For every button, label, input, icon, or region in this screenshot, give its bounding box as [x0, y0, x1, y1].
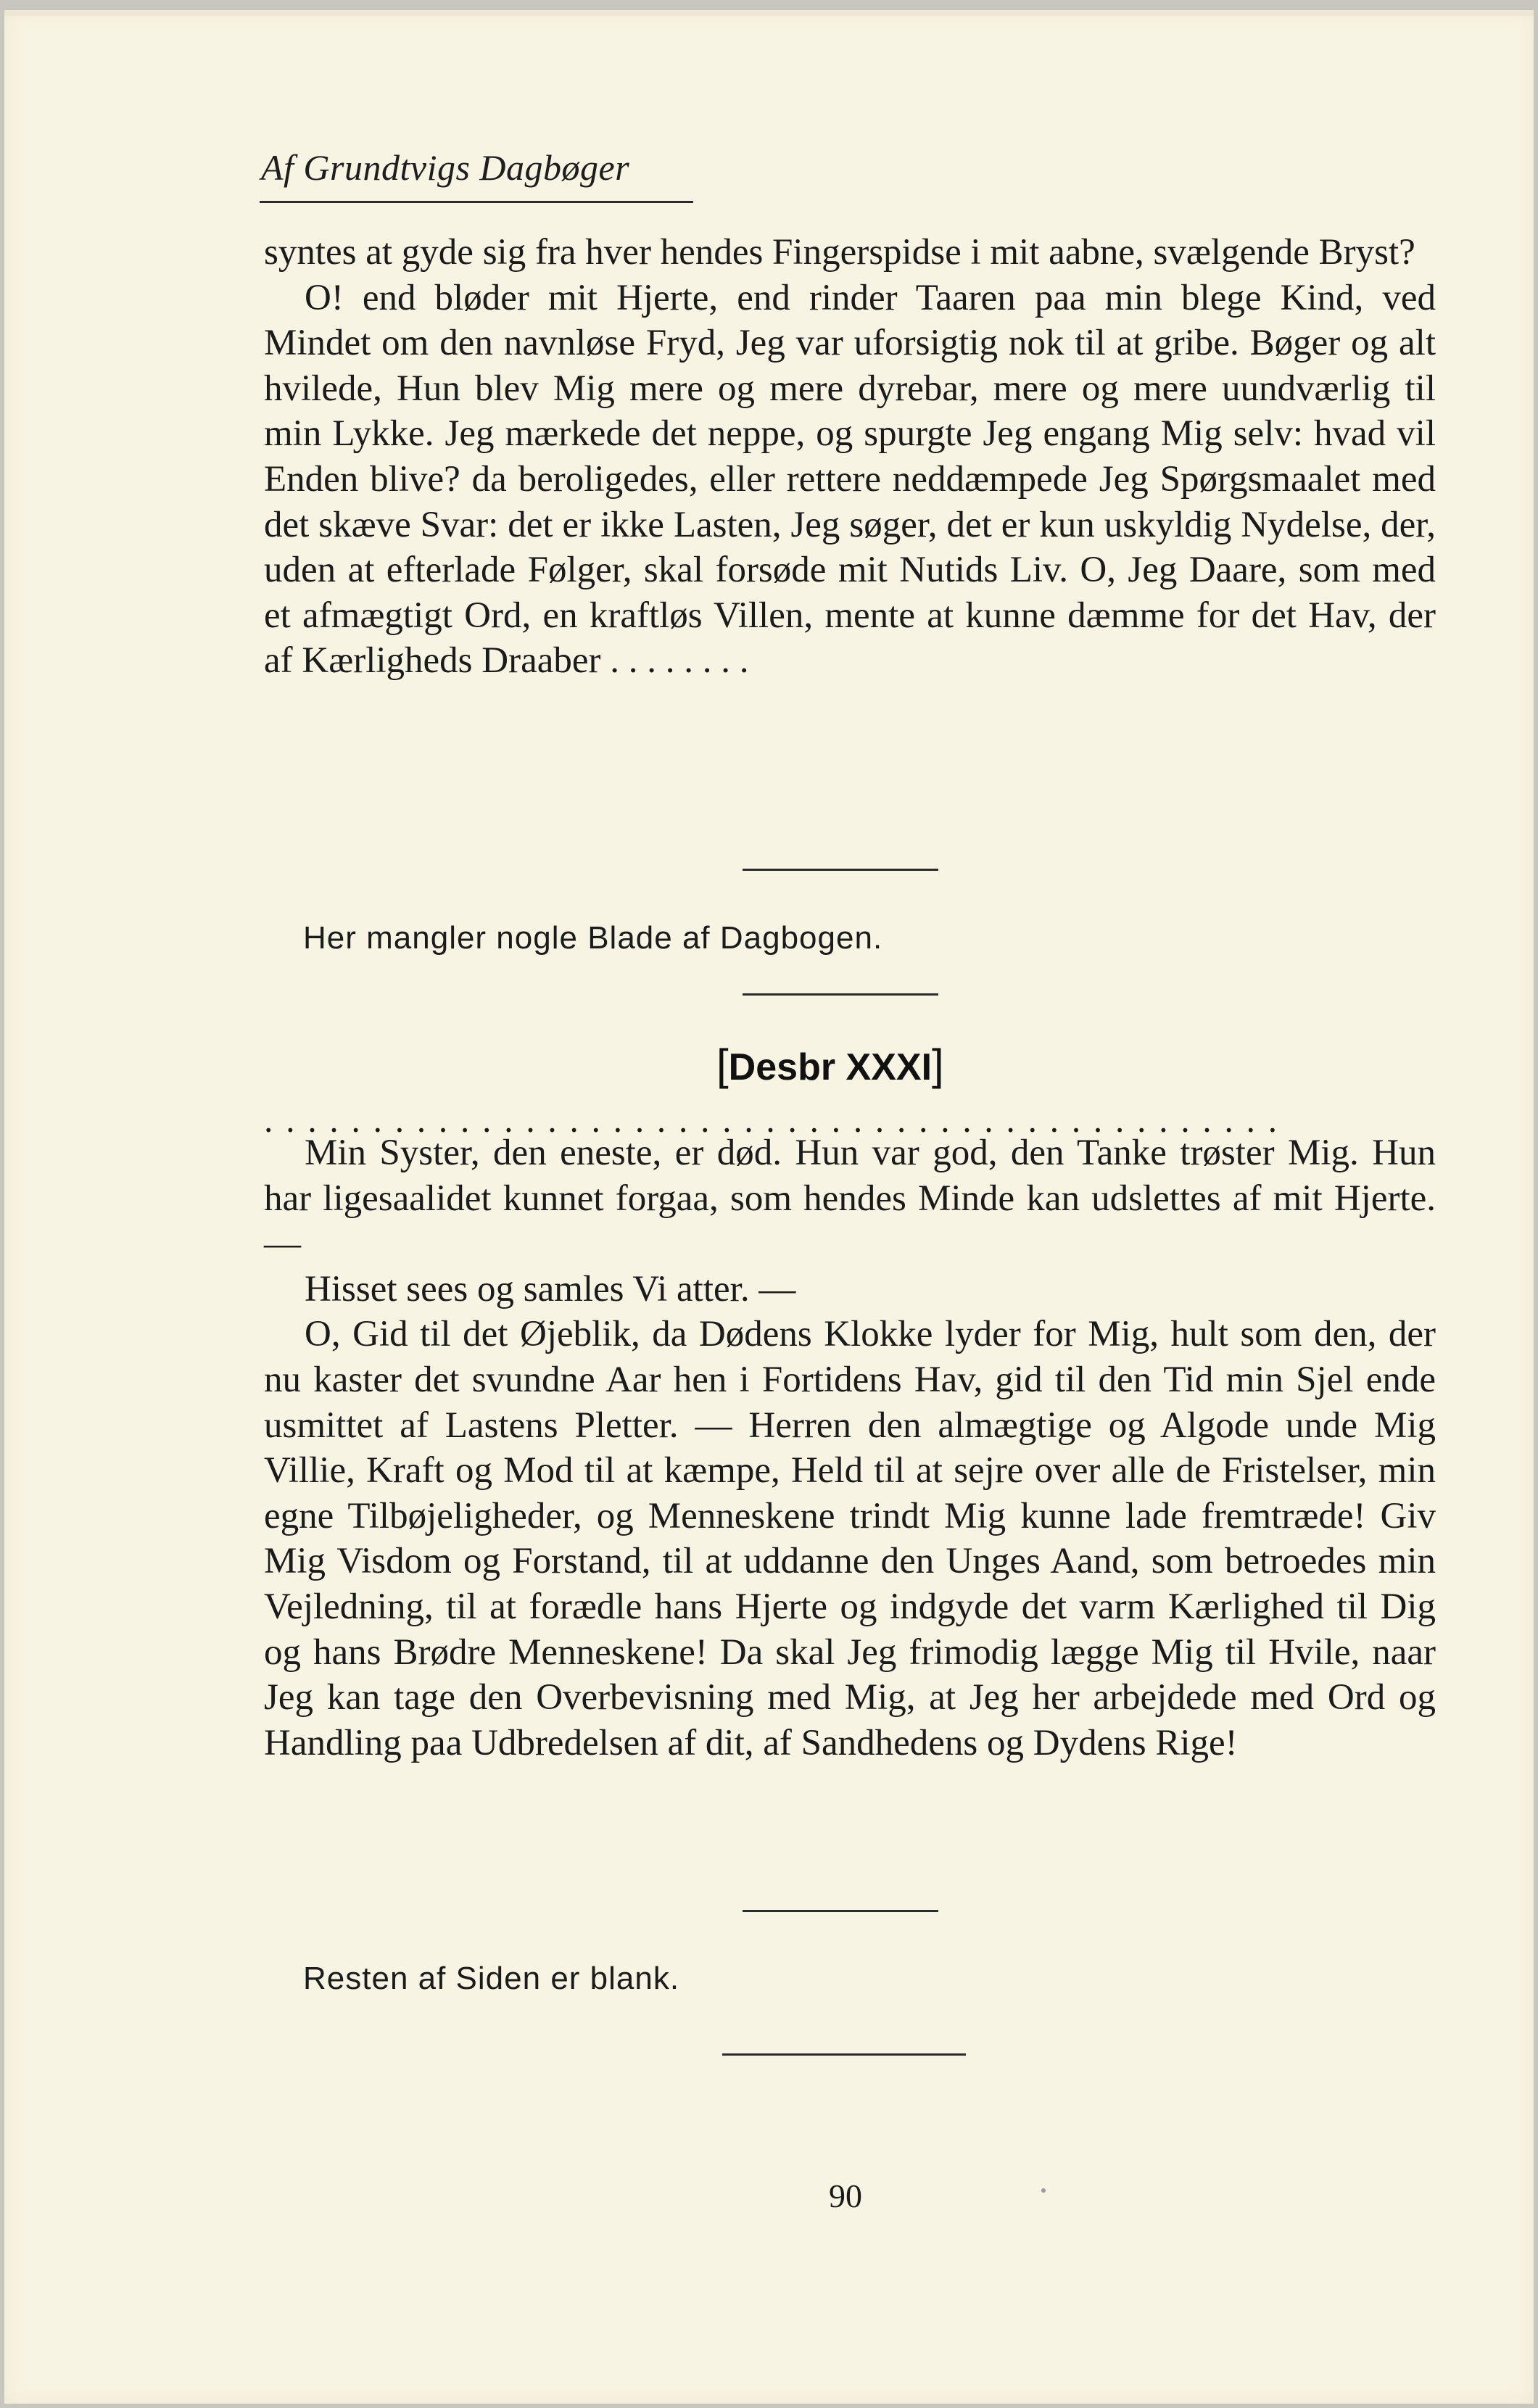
body-text-top: [264, 230, 1436, 684]
close-bracket: ]: [932, 1040, 944, 1089]
date-heading: [716, 1040, 944, 1090]
paragraph: Hisset sees og samles Vi atter. —: [305, 1268, 796, 1309]
book-page: [4, 10, 1534, 2404]
section-divider: [743, 993, 938, 996]
ellipsis-line: ...............................................: [264, 1099, 1290, 1140]
running-header: Af Grundtvigs Dagbøger: [261, 147, 630, 188]
paragraph: O, Gid til det Øjeblik, da Dødens Klokke lyder for Mig, hult som den, der nu kaster det svundne Aar hen i Fortidens Hav, gid til den Tid min Sjel ende usmittet af Lastens Pletter. — Herren den almægtige og Algode unde Mig Villie, Kraft og Mod til at kæmpe, Held til at sejre over alle de Fristelser, min egne Tilbøjeligheder, og Menneskene trindt Mig kunne lade fremtræde! Giv Mig Visdom og Forstand, til at uddanne den Unges Aand, som betroedes min Vejledning, til at forædle hans Hjerte og indgyde det varm Kærlighed til Dig og hans Brødre Menneskene! Da skal Jeg frimodig lægge Mig til Hvile, naar Jeg kan tage den Overbevisning med Mig, at Jeg her arbejdede med Ord og Handling paa Udbredelsen af dit, af Sandhedens og Dydens Rige!: [264, 1314, 1436, 1763]
paper-speck: [1041, 2188, 1046, 2193]
page-number: 90: [829, 2177, 862, 2214]
header-underline: [260, 201, 693, 203]
paragraph: O! end bløder mit Hjerte, end rinder Taaren paa min blege Kind, ved Mindet om den navnløse Fryd, Jeg var uforsigtig nok til at gribe. Bøger og alt hvilede, Hun blev Mig mere og mere dyrebar, mere og mere uundværlig til min Lykke. Jeg mærkede det neppe, og spurgte Jeg engang Mig selv: hvad vil Enden blive? da beroligedes, eller rettere neddæmpede Jeg Spørgsmaalet med det skæve Svar: det er ikke Lasten, Jeg søger, det er kun uskyldig Nydelse, der, uden at efterlade Følger, skal forsøde mit Nutids Liv. O, Jeg Daare, som med et afmægtigt Ord, en kraftløs Villen, mente at kunne dæmme for det Hav, der af Kærligheds Draaber . . . . . . . .: [264, 277, 1436, 682]
body-text-bottom: [264, 1130, 1436, 1766]
paragraph-continuation: syntes at gyde sig fra hver hendes Fingerspidse i mit aabne, svælgende Bryst?: [264, 232, 1415, 273]
paragraph: Min Syster, den eneste, er død. Hun var god, den Tanke trøster Mig. Hun har ligesaalidet kunnet forgaa, som hendes Minde kan udslettes af mit Hjerte. —: [264, 1133, 1436, 1265]
date-heading-text: Desbr XXXI: [728, 1046, 933, 1088]
section-divider: [743, 869, 938, 871]
editor-note: Resten af Siden er blank.: [303, 1961, 680, 1996]
editor-note: Her mangler nogle Blade af Dagbogen.: [303, 920, 883, 956]
open-bracket: [: [716, 1040, 729, 1089]
end-divider: [722, 2053, 966, 2056]
section-divider: [743, 1910, 938, 1912]
